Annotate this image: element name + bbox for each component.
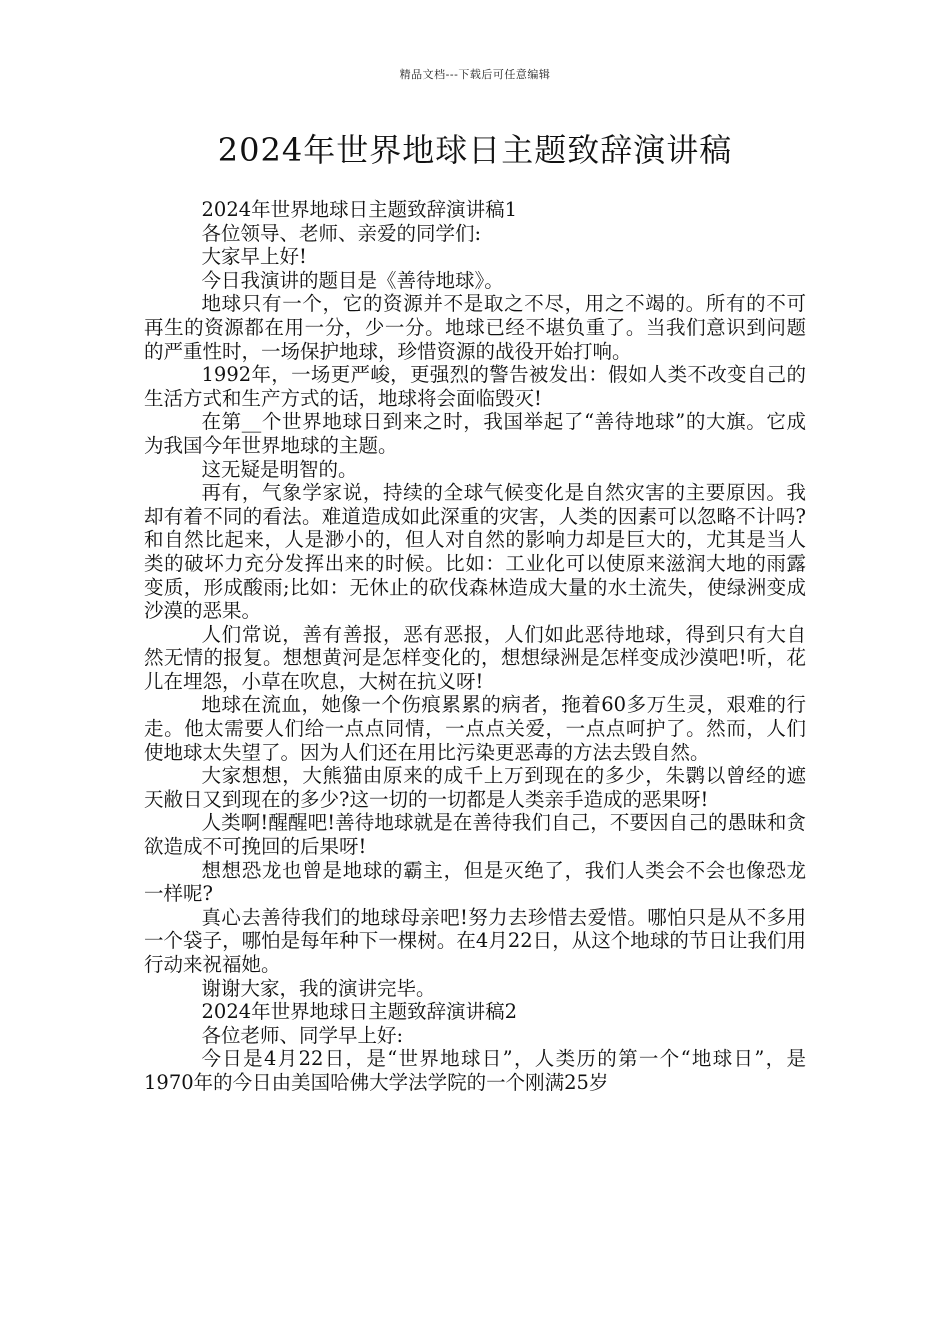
paragraph: 地球在流血，她像一个伤痕累累的病者，拖着60多万生灵，艰难的行走。他太需要人们给一点点同情，一点点关爱，一点点呵护了。然而，人们使地球太失望了。因为人们还在用比污染更恶毒的方法去毁自然。 bbox=[144, 693, 806, 764]
paragraph-topic: 今日我演讲的题目是《善待地球》。 bbox=[201, 268, 504, 292]
paragraph-greeting: 大家早上好! bbox=[201, 245, 307, 269]
paragraph-salutation: 各位老师、同学早上好: bbox=[201, 1023, 404, 1047]
paragraph-salutation: 各位领导、老师、亲爱的同学们: bbox=[201, 221, 482, 245]
paragraph: 大家想想，大熊猫由原来的成千上万到现在的多少，朱鹮以曾经的遮天敝日又到现在的多少?这一切的一切都是人类亲手造成的恶果呀! bbox=[144, 764, 806, 811]
paragraph: 再有，气象学家说，持续的全球气候变化是自然灾害的主要原因。我却有着不同的看法。难道造成如此深重的灾害，人类的因素可以忽略不计吗?和自然比起来，人是渺小的，但人对自然的影响力却是巨大的，尤其是当人类的破坏力充分发挥出来的时候。比如：工业化可以使原来滋润大地的雨露变质，形成酸雨;比如：无休止的砍伐森林造成大量的水土流失，使绿洲变成沙漠的恶果。 bbox=[144, 481, 806, 623]
paragraph: 想想恐龙也曾是地球的霸主，但是灭绝了，我们人类会不会也像恐龙一样呢? bbox=[144, 858, 806, 906]
document-title: 2024年世界地球日主题致辞演讲稿 bbox=[217, 131, 733, 169]
paragraph: 地球只有一个，它的资源并不是取之不尽，用之不竭的。所有的不可再生的资源都在用一分，少一分。地球已经不堪负重了。当我们意识到问题的严重性时，一场保护地球，珍惜资源的战役开始打响。 bbox=[144, 292, 806, 363]
paragraph-closing: 谢谢大家，我的演讲完毕。 bbox=[201, 976, 436, 1000]
paragraph: 真心去善待我们的地球母亲吧!努力去珍惜去爱惜。哪怕只是从不多用一个袋子，哪怕是每年种下一棵树。在4月22日，从这个地球的节日让我们用行动来祝福她。 bbox=[144, 905, 806, 976]
paragraph-speech2-heading: 2024年世界地球日主题致辞演讲稿2 bbox=[201, 1000, 518, 1024]
paragraph: 1992年，一场更严峻，更强烈的警告被发出：假如人类不改变自己的生活方式和生产方式的话，地球将会面临毁灭! bbox=[144, 363, 806, 410]
paragraph: 人们常说，善有善报，恶有恶报，人们如此恶待地球，得到只有大自然无情的报复。想想黄河是怎样变化的，想想绿洲是怎样变成沙漠吧!听，花儿在埋怨，小草在吹息，大树在抗义呀! bbox=[144, 622, 806, 693]
paragraph: 今日是4月22日，是“世界地球日”，人类历的第一个“地球日”，是1970年的今日由美国哈佛大学法学院的一个刚满25岁 bbox=[144, 1047, 806, 1094]
paragraph: 人类啊!醒醒吧!善待地球就是在善待我们自己，不要因自己的愚昧和贪欲造成不可挽回的后果呀! bbox=[144, 811, 806, 859]
paragraph: 在第__个世界地球日到来之时，我国举起了“善待地球”的大旗。它成为我国今年世界地球的主题。 bbox=[144, 410, 806, 457]
document-body bbox=[144, 198, 806, 1095]
header-note: 精品文档---下载后可任意编辑 bbox=[399, 68, 551, 81]
paragraph-speech1-heading: 2024年世界地球日主题致辞演讲稿1 bbox=[201, 198, 518, 221]
paragraph: 这无疑是明智的。 bbox=[201, 457, 358, 481]
